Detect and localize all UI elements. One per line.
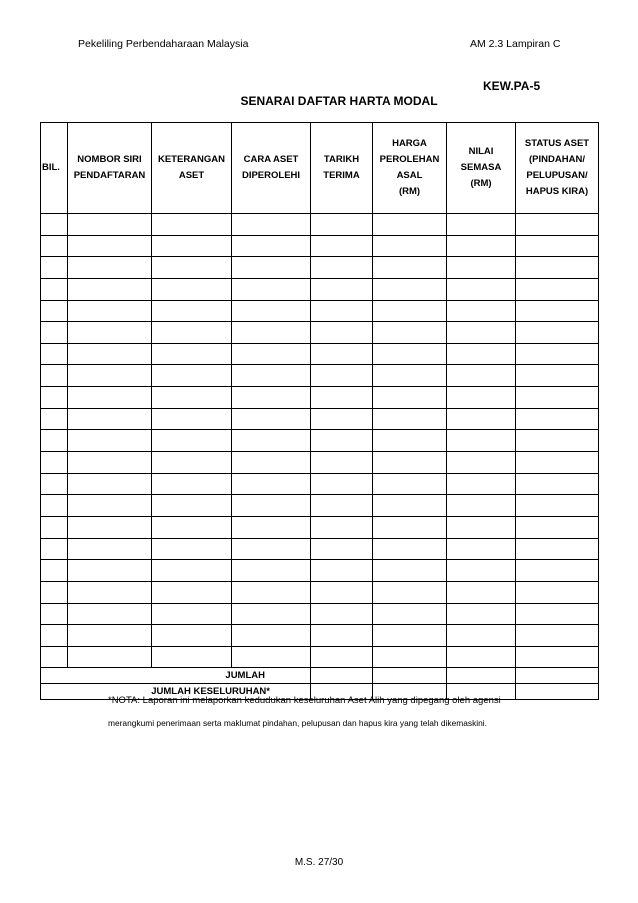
table-cell[interactable] bbox=[152, 322, 232, 344]
table-cell[interactable] bbox=[311, 560, 373, 582]
table-cell[interactable] bbox=[152, 560, 232, 582]
table-cell[interactable] bbox=[68, 538, 152, 560]
table-cell[interactable] bbox=[373, 408, 447, 430]
table-cell[interactable] bbox=[232, 278, 311, 300]
table-cell[interactable] bbox=[68, 387, 152, 409]
table-cell[interactable] bbox=[41, 278, 68, 300]
table-cell[interactable] bbox=[311, 214, 373, 236]
table-cell[interactable] bbox=[516, 625, 599, 647]
table-cell[interactable] bbox=[41, 235, 68, 257]
table-cell[interactable] bbox=[311, 495, 373, 517]
table-cell[interactable] bbox=[41, 495, 68, 517]
table-cell[interactable] bbox=[311, 257, 373, 279]
table-row bbox=[41, 257, 599, 279]
table-cell[interactable] bbox=[373, 278, 447, 300]
table-cell[interactable] bbox=[41, 214, 68, 236]
table-cell[interactable] bbox=[516, 452, 599, 474]
jumlah-nilai-cell[interactable] bbox=[447, 668, 516, 684]
table-cell[interactable] bbox=[373, 257, 447, 279]
table-cell[interactable] bbox=[373, 516, 447, 538]
table-row bbox=[41, 235, 599, 257]
table-cell[interactable] bbox=[373, 343, 447, 365]
table-cell[interactable] bbox=[447, 516, 516, 538]
table-row bbox=[41, 343, 599, 365]
table-cell[interactable] bbox=[232, 646, 311, 668]
table-cell[interactable] bbox=[152, 278, 232, 300]
table-cell[interactable] bbox=[68, 430, 152, 452]
table-cell[interactable] bbox=[447, 322, 516, 344]
table-cell[interactable] bbox=[232, 538, 311, 560]
note bbox=[108, 690, 578, 734]
table-row bbox=[41, 214, 599, 236]
table-cell[interactable] bbox=[232, 495, 311, 517]
table-cell[interactable] bbox=[68, 452, 152, 474]
table-row bbox=[41, 560, 599, 582]
table-cell[interactable] bbox=[516, 516, 599, 538]
table-cell[interactable] bbox=[373, 430, 447, 452]
table-cell[interactable] bbox=[68, 322, 152, 344]
table-cell[interactable] bbox=[447, 387, 516, 409]
table-cell[interactable] bbox=[373, 452, 447, 474]
table-cell[interactable] bbox=[152, 473, 232, 495]
table-cell[interactable] bbox=[516, 278, 599, 300]
table-cell[interactable] bbox=[447, 603, 516, 625]
table-cell[interactable] bbox=[68, 473, 152, 495]
table-cell[interactable] bbox=[373, 300, 447, 322]
table-cell[interactable] bbox=[68, 257, 152, 279]
table-cell[interactable] bbox=[373, 214, 447, 236]
jumlah-label-cell bbox=[41, 668, 311, 684]
table-row bbox=[41, 387, 599, 409]
table-cell[interactable] bbox=[516, 646, 599, 668]
table-cell[interactable] bbox=[311, 625, 373, 647]
document-title: SENARAI DAFTAR HARTA MODAL bbox=[240, 94, 438, 108]
table-cell[interactable] bbox=[152, 257, 232, 279]
table-cell[interactable] bbox=[152, 516, 232, 538]
table-cell[interactable] bbox=[68, 214, 152, 236]
table-cell[interactable] bbox=[41, 343, 68, 365]
table-cell[interactable] bbox=[516, 300, 599, 322]
table-cell[interactable] bbox=[447, 625, 516, 647]
table-cell[interactable] bbox=[232, 214, 311, 236]
table-cell[interactable] bbox=[311, 581, 373, 603]
table-cell[interactable] bbox=[373, 560, 447, 582]
table-cell[interactable] bbox=[232, 560, 311, 582]
table-cell[interactable] bbox=[516, 235, 599, 257]
table-cell[interactable] bbox=[373, 473, 447, 495]
table-cell[interactable] bbox=[516, 257, 599, 279]
table-cell[interactable] bbox=[373, 495, 447, 517]
table-cell[interactable] bbox=[232, 452, 311, 474]
table-cell[interactable] bbox=[41, 322, 68, 344]
table-row bbox=[41, 452, 599, 474]
table-body bbox=[41, 214, 599, 668]
header-right-text: AM 2.3 Lampiran C bbox=[470, 38, 561, 50]
table-row bbox=[41, 322, 599, 344]
table-cell[interactable] bbox=[232, 365, 311, 387]
jumlah-row bbox=[41, 668, 599, 684]
table-cell[interactable] bbox=[311, 408, 373, 430]
table-cell[interactable] bbox=[152, 452, 232, 474]
col-header-keterangan: KETERANGAN ASET bbox=[152, 123, 232, 214]
table-cell[interactable] bbox=[447, 235, 516, 257]
table-cell[interactable] bbox=[516, 473, 599, 495]
table-row bbox=[41, 365, 599, 387]
table-cell[interactable] bbox=[447, 343, 516, 365]
table-cell[interactable] bbox=[373, 646, 447, 668]
table-cell[interactable] bbox=[232, 300, 311, 322]
table-cell[interactable] bbox=[152, 235, 232, 257]
table-cell[interactable] bbox=[152, 495, 232, 517]
table-cell[interactable] bbox=[447, 278, 516, 300]
col-header-tarikh: TARIKH TERIMA bbox=[311, 123, 373, 214]
table-cell[interactable] bbox=[373, 387, 447, 409]
jumlah-harga-cell[interactable] bbox=[373, 668, 447, 684]
col-header-nilai: NILAI SEMASA (RM) bbox=[447, 123, 516, 214]
table-cell[interactable] bbox=[41, 365, 68, 387]
table-header-row bbox=[41, 123, 599, 214]
table-cell[interactable] bbox=[516, 343, 599, 365]
header-left-text: Pekeliling Perbendaharaan Malaysia bbox=[78, 38, 249, 50]
table-cell[interactable] bbox=[232, 581, 311, 603]
table-cell[interactable] bbox=[447, 300, 516, 322]
table-cell[interactable] bbox=[152, 343, 232, 365]
table-cell[interactable] bbox=[373, 365, 447, 387]
table-cell[interactable] bbox=[516, 365, 599, 387]
table-cell[interactable] bbox=[232, 343, 311, 365]
table-cell[interactable] bbox=[311, 452, 373, 474]
table-cell[interactable] bbox=[516, 560, 599, 582]
table-cell[interactable] bbox=[311, 278, 373, 300]
table-cell[interactable] bbox=[68, 560, 152, 582]
table-cell[interactable] bbox=[68, 300, 152, 322]
table-row bbox=[41, 581, 599, 603]
table-cell[interactable] bbox=[68, 408, 152, 430]
table-cell[interactable] bbox=[152, 387, 232, 409]
table-cell[interactable] bbox=[447, 365, 516, 387]
table-cell[interactable] bbox=[516, 408, 599, 430]
col-header-cara-aset: CARA ASET DIPEROLEHI bbox=[232, 123, 311, 214]
table-cell[interactable] bbox=[311, 300, 373, 322]
col-header-nombor-siri: NOMBOR SIRI PENDAFTARAN bbox=[68, 123, 152, 214]
table-cell[interactable] bbox=[232, 322, 311, 344]
table-cell[interactable] bbox=[311, 538, 373, 560]
table-cell[interactable] bbox=[232, 257, 311, 279]
table-row bbox=[41, 430, 599, 452]
table-cell[interactable] bbox=[232, 387, 311, 409]
table-cell[interactable] bbox=[68, 365, 152, 387]
table-cell[interactable] bbox=[447, 581, 516, 603]
table-cell[interactable] bbox=[41, 473, 68, 495]
table-cell[interactable] bbox=[41, 452, 68, 474]
table-cell[interactable] bbox=[68, 495, 152, 517]
table-cell[interactable] bbox=[232, 603, 311, 625]
col-header-harga: HARGA PEROLEHAN ASAL (RM) bbox=[373, 123, 447, 214]
table-cell[interactable] bbox=[232, 473, 311, 495]
table-cell[interactable] bbox=[41, 257, 68, 279]
table-row bbox=[41, 495, 599, 517]
table-cell[interactable] bbox=[311, 365, 373, 387]
table-cell[interactable] bbox=[447, 646, 516, 668]
table-cell[interactable] bbox=[447, 257, 516, 279]
table-cell[interactable] bbox=[232, 408, 311, 430]
table-cell[interactable] bbox=[68, 343, 152, 365]
table-row bbox=[41, 408, 599, 430]
table-cell[interactable] bbox=[311, 387, 373, 409]
page-number: M.S. 27/30 bbox=[294, 857, 344, 868]
table-cell[interactable] bbox=[41, 387, 68, 409]
table-cell[interactable] bbox=[373, 322, 447, 344]
table-cell[interactable] bbox=[41, 430, 68, 452]
col-header-bil: BIL. bbox=[41, 123, 68, 214]
table-cell[interactable] bbox=[41, 408, 68, 430]
jumlah-keseluruhan-label: JUMLAH KESELURUHAN* bbox=[151, 686, 270, 698]
table-cell[interactable] bbox=[68, 278, 152, 300]
table-cell[interactable] bbox=[232, 430, 311, 452]
table-cell[interactable] bbox=[68, 235, 152, 257]
table-cell[interactable] bbox=[516, 387, 599, 409]
table-cell[interactable] bbox=[447, 214, 516, 236]
table-cell[interactable] bbox=[232, 235, 311, 257]
table-cell[interactable] bbox=[311, 646, 373, 668]
note-line-1: *NOTA: Laporan ini melaporkan kedudukan keseluruhan Aset Alih yang dipegang oleh agensi bbox=[108, 695, 501, 706]
table-cell[interactable] bbox=[447, 430, 516, 452]
table-cell[interactable] bbox=[232, 625, 311, 647]
jumlah-tarikh-cell[interactable] bbox=[311, 668, 373, 684]
table-cell[interactable] bbox=[68, 603, 152, 625]
table-cell[interactable] bbox=[311, 473, 373, 495]
table-cell[interactable] bbox=[373, 235, 447, 257]
table-cell[interactable] bbox=[152, 581, 232, 603]
table-cell[interactable] bbox=[232, 516, 311, 538]
table-cell[interactable] bbox=[373, 538, 447, 560]
table-cell[interactable] bbox=[311, 603, 373, 625]
col-header-status: STATUS ASET (PINDAHAN/ PELUPUSAN/ HAPUS KIRA) bbox=[516, 123, 599, 214]
table-cell[interactable] bbox=[41, 581, 68, 603]
table-cell[interactable] bbox=[516, 430, 599, 452]
table-cell[interactable] bbox=[41, 625, 68, 647]
table-cell[interactable] bbox=[311, 430, 373, 452]
table-cell[interactable] bbox=[311, 343, 373, 365]
table-cell[interactable] bbox=[447, 452, 516, 474]
table-row bbox=[41, 603, 599, 625]
table-cell[interactable] bbox=[152, 625, 232, 647]
table-cell[interactable] bbox=[41, 300, 68, 322]
table-row bbox=[41, 516, 599, 538]
table-cell[interactable] bbox=[68, 581, 152, 603]
table-cell[interactable] bbox=[311, 516, 373, 538]
table-cell[interactable] bbox=[152, 538, 232, 560]
table-cell[interactable] bbox=[68, 625, 152, 647]
table-cell[interactable] bbox=[152, 408, 232, 430]
table-cell[interactable] bbox=[516, 538, 599, 560]
form-code: KEW.PA-5 bbox=[483, 79, 541, 93]
table-cell[interactable] bbox=[41, 538, 68, 560]
jumlah-status-cell[interactable] bbox=[516, 668, 599, 684]
table-cell[interactable] bbox=[447, 495, 516, 517]
table-cell[interactable] bbox=[447, 408, 516, 430]
table-cell[interactable] bbox=[68, 516, 152, 538]
table-cell[interactable] bbox=[516, 322, 599, 344]
table-cell[interactable] bbox=[152, 646, 232, 668]
table-cell[interactable] bbox=[41, 646, 68, 668]
table-row bbox=[41, 625, 599, 647]
table-cell[interactable] bbox=[447, 473, 516, 495]
table-cell[interactable] bbox=[41, 560, 68, 582]
table-cell[interactable] bbox=[373, 581, 447, 603]
table-row bbox=[41, 646, 599, 668]
table-row bbox=[41, 278, 599, 300]
table-cell[interactable] bbox=[373, 603, 447, 625]
table-cell[interactable] bbox=[152, 365, 232, 387]
table-cell[interactable] bbox=[41, 603, 68, 625]
table-cell[interactable] bbox=[447, 560, 516, 582]
table-cell[interactable] bbox=[311, 235, 373, 257]
table-cell[interactable] bbox=[152, 300, 232, 322]
note-line-2: merangkumi penerimaan serta maklumat pindahan, pelupusan dan hapus kira yang telah dikemaskini. bbox=[108, 718, 487, 728]
table-cell[interactable] bbox=[447, 538, 516, 560]
table-row bbox=[41, 538, 599, 560]
asset-register-table bbox=[40, 122, 599, 700]
table-cell[interactable] bbox=[516, 214, 599, 236]
table-cell[interactable] bbox=[152, 214, 232, 236]
table-cell[interactable] bbox=[41, 516, 68, 538]
jumlah-label: JUMLAH bbox=[225, 670, 265, 682]
table-row bbox=[41, 473, 599, 495]
table-cell[interactable] bbox=[373, 625, 447, 647]
table-cell[interactable] bbox=[516, 603, 599, 625]
table-cell[interactable] bbox=[152, 430, 232, 452]
table-cell[interactable] bbox=[68, 646, 152, 668]
table-cell[interactable] bbox=[152, 603, 232, 625]
table-row bbox=[41, 300, 599, 322]
table-cell[interactable] bbox=[516, 495, 599, 517]
table-cell[interactable] bbox=[516, 581, 599, 603]
table-cell[interactable] bbox=[311, 322, 373, 344]
